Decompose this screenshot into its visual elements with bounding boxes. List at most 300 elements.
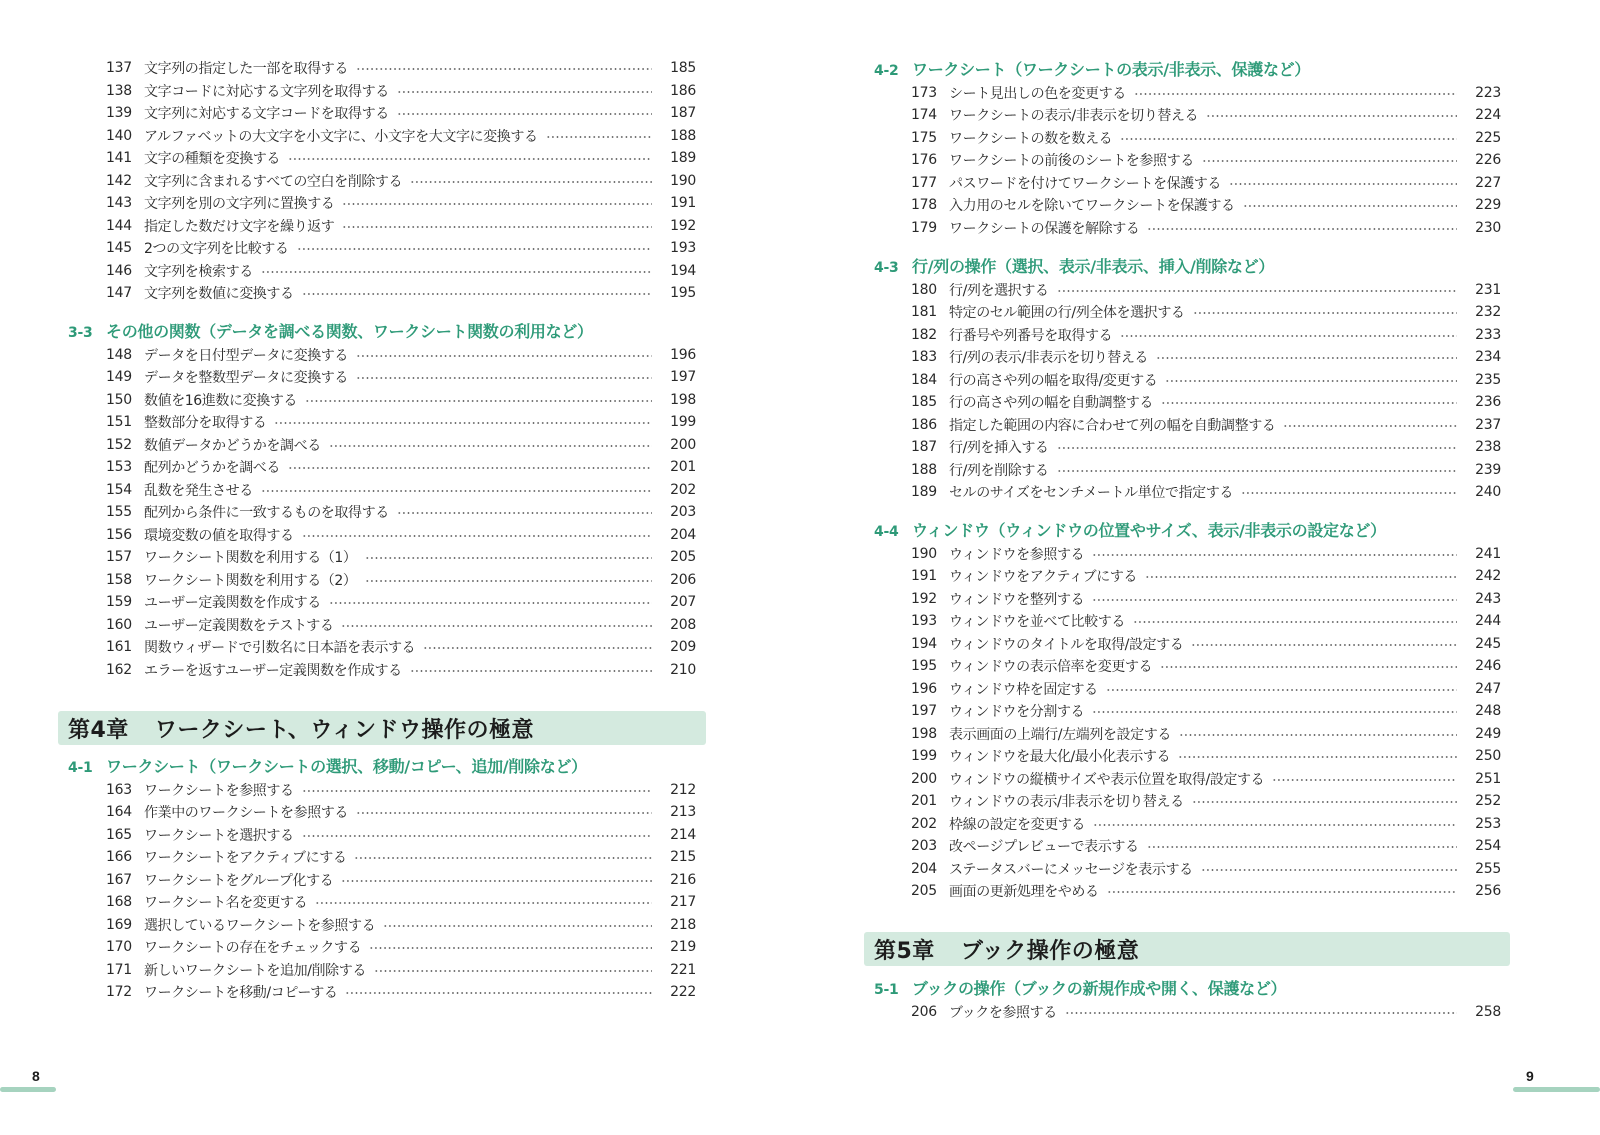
entry-number: 203 [911,838,937,854]
section-title: ワークシート（ワークシートの選択、移動/コピー、追加/削除など） [106,757,587,776]
chapter-number: 第4章 [68,717,129,743]
leader-dots [354,857,652,859]
entry-title: 乱数を発生させる [144,482,253,499]
entry-title: エラーを返すユーザー定義関数を作成する [144,662,402,679]
entry-page-number: 185 [670,60,696,76]
entry-number: 204 [911,860,937,877]
leader-dots [1057,470,1457,472]
toc-entry[interactable] [106,215,696,237]
leader-dots [1206,115,1457,117]
toc-entry[interactable] [106,237,696,259]
entry-page-number: 252 [1475,793,1501,809]
entry-number: 174 [911,107,937,123]
entry-title: 配列から条件に一致するものを取得する [144,505,389,521]
entry-number: 147 [106,285,132,301]
toc-entry[interactable] [106,936,696,958]
entry-page-number: 204 [670,526,696,543]
section-heading-4-2[interactable] [874,57,1310,80]
toc-entry[interactable] [106,260,696,282]
entry-number: 180 [911,281,937,298]
leader-dots [423,647,652,649]
entry-number: 145 [106,240,132,256]
entry-page-number: 212 [670,781,696,798]
entry-title: 行の高さや列の幅を取得/変更する [949,372,1158,389]
toc-entry[interactable] [911,678,1501,700]
entry-page-number: 203 [670,504,696,520]
entry-title: 作業中のワークシートを参照する [144,805,348,821]
section-heading-4-1[interactable] [68,754,587,777]
toc-entry[interactable] [911,813,1501,835]
entry-page-number: 206 [670,571,696,588]
leader-dots [1106,689,1457,691]
leader-dots [1147,228,1457,230]
leader-dots [345,992,652,994]
toc-entry[interactable] [106,524,696,546]
leader-dots [383,925,652,927]
entry-number: 197 [911,703,937,719]
leader-dots [356,812,652,814]
entry-page-number: 229 [1475,197,1501,213]
entry-title: 指定した数だけ文字を繰り返す [144,218,335,235]
leader-dots [374,970,652,972]
toc-entry[interactable] [106,282,696,304]
toc-entry[interactable] [106,914,696,936]
entry-page-number: 248 [1475,703,1501,719]
entry-number: 158 [106,571,132,588]
entry-title: ワークシートを参照する [144,782,294,799]
leader-dots [1191,644,1457,646]
leader-dots [342,226,652,228]
toc-entry[interactable] [106,366,696,388]
right-page [800,0,1600,1135]
entry-page-number: 231 [1475,281,1501,298]
chapter-5-heading [864,932,1510,966]
section-title: その他の関数（データを調べる関数、ワークシート関数の利用など） [106,322,593,341]
leader-dots [261,271,652,273]
entry-title: 文字列を検索する [144,263,253,280]
toc-entry[interactable] [106,170,696,192]
leader-dots [305,400,652,402]
entry-number: 163 [106,781,132,798]
entry-title: ワークシート関数を利用する（2） [144,572,357,589]
entry-page-number: 191 [670,195,696,211]
leader-dots [1093,824,1457,826]
leader-dots [1165,380,1457,382]
entry-page-number: 197 [670,369,696,385]
entry-page-number: 218 [670,916,696,933]
entry-title: ウィンドウを参照する [949,546,1085,563]
leader-dots [1065,1012,1457,1014]
leader-dots [410,670,652,672]
entry-number: 149 [106,369,132,385]
entry-number: 137 [106,60,132,76]
toc-entry[interactable] [911,127,1501,149]
section-title: ワークシート（ワークシートの表示/非表示、保護など） [912,60,1311,79]
entry-page-number: 201 [670,459,696,475]
entry-title: 文字列の指定した一部を取得する [144,61,348,77]
entry-number: 184 [911,371,937,388]
entry-page-number: 196 [670,346,696,363]
entry-number: 143 [106,195,132,211]
leader-dots [1193,312,1457,314]
entry-page-number: 240 [1475,484,1501,500]
entry-number: 171 [106,961,132,978]
entry-number: 161 [106,639,132,655]
toc-entry[interactable] [106,344,696,366]
entry-title: 新しいワークシートを追加/削除する [144,962,366,979]
entry-page-number: 210 [670,661,696,678]
leader-dots [356,377,652,379]
entry-number: 152 [106,436,132,453]
toc-entry[interactable] [106,591,696,613]
entry-number: 170 [106,939,132,955]
entry-number: 169 [106,916,132,933]
entry-page-number: 205 [670,549,696,565]
toc-entry[interactable] [911,610,1501,632]
leader-dots [1178,756,1457,758]
entry-title: ウィンドウの表示/非表示を切り替える [949,794,1184,810]
entry-number: 181 [911,304,937,320]
leader-dots [261,490,652,492]
toc-entry[interactable] [106,659,696,681]
entry-page-number: 215 [670,849,696,865]
entry-title: ステータスバーにメッセージを表示する [949,861,1193,878]
leader-dots [1092,554,1457,556]
entry-number: 148 [106,346,132,363]
entry-title: ワークシートをグループ化する [144,872,334,889]
entry-title: ワークシートの表示/非表示を切り替える [949,108,1199,124]
toc-entry[interactable] [911,700,1501,722]
entry-page-number: 199 [670,414,696,430]
toc-entry[interactable] [911,346,1501,368]
toc-entry[interactable] [911,149,1501,171]
entry-title: ブックを参照する [949,1004,1057,1021]
entry-number: 199 [911,748,937,764]
toc-entry[interactable] [106,434,696,456]
entry-number: 156 [106,526,132,543]
entry-page-number: 241 [1475,545,1501,562]
entry-number: 176 [911,152,937,168]
entry-page-number: 207 [670,594,696,610]
entry-page-number: 236 [1475,394,1501,410]
toc-entry[interactable] [106,569,696,591]
entry-title: ウィンドウを並べて比較する [949,614,1125,630]
entry-number: 196 [911,680,937,697]
section-number: 5-1 [874,982,899,998]
leader-dots [1092,711,1457,713]
entry-title: データを整数型データに変換する [144,370,348,386]
entry-number: 167 [106,871,132,888]
entry-title: ウィンドウをアクティブにする [949,569,1138,585]
toc-entry[interactable] [911,436,1501,458]
entry-title: ワークシート関数を利用する（1） [144,550,357,566]
entry-page-number: 258 [1475,1003,1501,1020]
entry-page-number: 233 [1475,326,1501,343]
leader-dots [1147,846,1457,848]
entry-number: 202 [911,815,937,832]
entry-number: 190 [911,545,937,562]
toc-entry[interactable] [106,546,696,568]
toc-entry[interactable] [106,891,696,913]
leader-dots [1133,621,1457,623]
entry-number: 175 [911,129,937,146]
toc-entry[interactable] [106,147,696,169]
leader-dots [341,625,652,627]
toc-entry[interactable] [106,125,696,147]
toc-entry[interactable] [911,414,1501,436]
section-heading-4-3[interactable] [874,254,1274,277]
entry-page-number: 221 [670,961,696,978]
toc-entry[interactable] [911,459,1501,481]
entry-title: 文字列に含まれるすべての空白を削除する [144,173,403,190]
entry-number: 186 [911,416,937,433]
entry-title: ユーザー定義関数を作成する [144,595,321,611]
entry-title: ワークシート名を変更する [144,895,308,911]
toc-entry[interactable] [911,104,1501,126]
leader-dots [274,422,652,424]
entry-page-number: 234 [1475,349,1501,365]
entry-title: 文字列に対応する文字コードを取得する [144,106,389,122]
entry-number: 150 [106,391,132,408]
page-number-right: 9 [1526,1068,1534,1084]
leader-dots [1202,160,1457,162]
toc-entry[interactable] [911,301,1501,323]
entry-title: 画面の更新処理をやめる [949,884,1099,900]
entry-title: ウィンドウのタイトルを取得/設定する [949,636,1184,653]
toc-entry[interactable] [106,102,696,124]
entry-title: ウィンドウを分割する [949,704,1085,720]
entry-title: 行の高さや列の幅を自動調整する [949,395,1153,411]
entry-page-number: 195 [670,285,696,301]
entry-title: ワークシートをアクティブにする [144,850,347,866]
entry-title: ワークシートの数を数える [949,130,1113,147]
entry-page-number: 219 [670,939,696,955]
leader-dots [410,181,652,183]
entry-number: 192 [911,590,937,607]
entry-number: 151 [106,414,132,430]
entry-title: 行/列を削除する [949,462,1049,479]
leader-dots [546,136,652,138]
toc-entry[interactable] [911,565,1501,587]
entry-title: 文字の種類を変換する [144,151,280,167]
toc-entry[interactable] [106,57,696,79]
entry-page-number: 187 [670,105,696,121]
entry-title: 入力用のセルを除いてワークシートを保護する [949,198,1235,214]
section-number: 4-2 [874,63,899,79]
section-heading-5-1[interactable] [874,976,1286,999]
leader-dots [1161,402,1457,404]
toc-entry[interactable] [106,636,696,658]
entry-title: 数値を16進数に変換する [144,392,298,409]
entry-page-number: 192 [670,217,696,234]
section-number: 3-3 [68,325,93,341]
leader-dots [342,203,652,205]
toc-entry[interactable] [911,655,1501,677]
chapter-number: 第5章 [874,938,935,964]
entry-number: 168 [106,894,132,910]
leader-dots [1107,891,1457,893]
leader-dots [1241,492,1457,494]
toc-entry[interactable] [911,217,1501,239]
entry-title: シート見出しの色を変更する [949,85,1126,102]
entry-title: ワークシートの前後のシートを参照する [949,153,1194,169]
entry-page-number: 214 [670,826,696,843]
entry-number: 177 [911,174,937,191]
toc-entry[interactable] [106,456,696,478]
entry-number: 189 [911,484,937,500]
entry-title: データを日付型データに変換する [144,347,348,364]
chapter-4-heading [58,711,706,745]
leader-dots [1120,138,1457,140]
toc-entry[interactable] [911,588,1501,610]
toc-entry[interactable] [106,80,696,102]
toc-entry[interactable] [911,324,1501,346]
entry-title: アルファベットの大文字を小文字に、小文字を大文字に変換する [144,128,538,145]
leader-dots [341,880,652,882]
entry-number: 185 [911,394,937,410]
toc-entry[interactable] [106,411,696,433]
toc-entry[interactable] [911,633,1501,655]
leader-dots [1229,183,1457,185]
entry-number: 141 [106,150,132,166]
entry-title: 選択しているワークシートを参照する [144,917,376,934]
leader-dots [1057,290,1457,292]
toc-entry[interactable] [106,501,696,523]
entry-number: 172 [106,984,132,1000]
entry-title: 数値データかどうかを調べる [144,437,321,454]
toc-entry[interactable] [911,880,1501,902]
entry-number: 193 [911,613,937,629]
entry-title: 行/列を挿入する [949,440,1049,456]
entry-page-number: 255 [1475,860,1501,877]
entry-title: 特定のセル範囲の行/列全体を選択する [949,305,1185,321]
entry-title: 整数部分を取得する [144,415,267,431]
leader-dots [1156,357,1457,359]
toc-entry[interactable] [911,481,1501,503]
leader-dots [302,293,652,295]
entry-page-number: 239 [1475,461,1501,478]
leader-dots [302,790,652,792]
toc-entry[interactable] [911,194,1501,216]
folio-bar-right [1513,1087,1600,1092]
folio-bar-left [0,1087,56,1092]
toc-entry[interactable] [911,543,1501,565]
section-number: 4-1 [68,760,93,776]
toc-entry[interactable] [106,846,696,868]
leader-dots [302,535,652,537]
section-number: 4-4 [874,524,899,540]
entry-page-number: 247 [1475,680,1501,697]
toc-entry[interactable] [911,279,1501,301]
entry-page-number: 256 [1475,883,1501,899]
toc-entry[interactable] [911,768,1501,790]
leader-dots [1120,335,1457,337]
entry-number: 154 [106,481,132,498]
toc-entry[interactable] [106,479,696,501]
toc-entry[interactable] [106,824,696,846]
leader-dots [1283,425,1457,427]
leader-dots [397,113,652,115]
entry-page-number: 222 [670,984,696,1000]
toc-entry[interactable] [106,981,696,1003]
entry-title: 行/列の表示/非表示を切り替える [949,350,1149,366]
toc-entry[interactable] [911,1001,1501,1023]
toc-entry[interactable] [106,869,696,891]
toc-entry[interactable] [911,172,1501,194]
entry-page-number: 246 [1475,658,1501,674]
entry-number: 165 [106,826,132,843]
toc-entry[interactable] [106,614,696,636]
section-title: 行/列の操作（選択、表示/非表示、挿入/削除など） [912,257,1275,276]
entry-page-number: 242 [1475,568,1501,584]
entry-page-number: 251 [1475,770,1501,787]
toc-entry[interactable] [911,391,1501,413]
entry-number: 159 [106,594,132,610]
page-number-left: 8 [32,1068,40,1084]
entry-number: 153 [106,459,132,475]
entry-page-number: 250 [1475,748,1501,764]
entry-title: ウィンドウ枠を固定する [949,681,1098,698]
entry-number: 178 [911,197,937,213]
entry-title: パスワードを付けてワークシートを保護する [949,175,1221,192]
toc-entry[interactable] [911,745,1501,767]
toc-entry[interactable] [911,790,1501,812]
section-heading-3-3[interactable] [68,319,593,342]
entry-title: 指定した範囲の内容に合わせて列の幅を自動調整する [949,417,1276,434]
leader-dots [369,947,652,949]
entry-page-number: 244 [1475,613,1501,629]
entry-title: 文字コードに対応する文字列を取得する [144,83,389,100]
entry-page-number: 216 [670,871,696,888]
entry-number: 157 [106,549,132,565]
toc-entry[interactable] [911,82,1501,104]
section-title: ブックの操作（ブックの新規作成や開く、保護など） [912,979,1287,998]
entry-page-number: 193 [670,240,696,256]
toc-entry[interactable] [106,389,696,411]
leader-dots [1243,205,1457,207]
entry-title: 行番号や列番号を取得する [949,327,1113,344]
leader-dots [315,902,652,904]
entry-number: 160 [106,616,132,633]
toc-entry[interactable] [911,858,1501,880]
entry-page-number: 186 [670,82,696,99]
toc-entry[interactable] [911,723,1501,745]
leader-dots [397,91,652,93]
entry-page-number: 254 [1475,838,1501,854]
leader-dots [1134,93,1457,95]
toc-entry[interactable] [106,192,696,214]
toc-entry[interactable] [911,369,1501,391]
leader-dots [1201,869,1457,871]
entry-number: 164 [106,804,132,820]
entry-number: 173 [911,84,937,101]
toc-entry[interactable] [106,779,696,801]
entry-page-number: 224 [1475,107,1501,123]
toc-entry[interactable] [106,801,696,823]
entry-page-number: 227 [1475,174,1501,191]
entry-number: 182 [911,326,937,343]
entry-title: ワークシートの存在をチェックする [144,940,362,956]
section-heading-4-4[interactable] [874,518,1386,541]
entry-number: 166 [106,849,132,865]
entry-page-number: 217 [670,894,696,910]
entry-number: 142 [106,172,132,189]
entry-page-number: 194 [670,262,696,279]
toc-entry[interactable] [911,835,1501,857]
entry-number: 201 [911,793,937,809]
leader-dots [1057,447,1457,449]
toc-entry[interactable] [106,959,696,981]
